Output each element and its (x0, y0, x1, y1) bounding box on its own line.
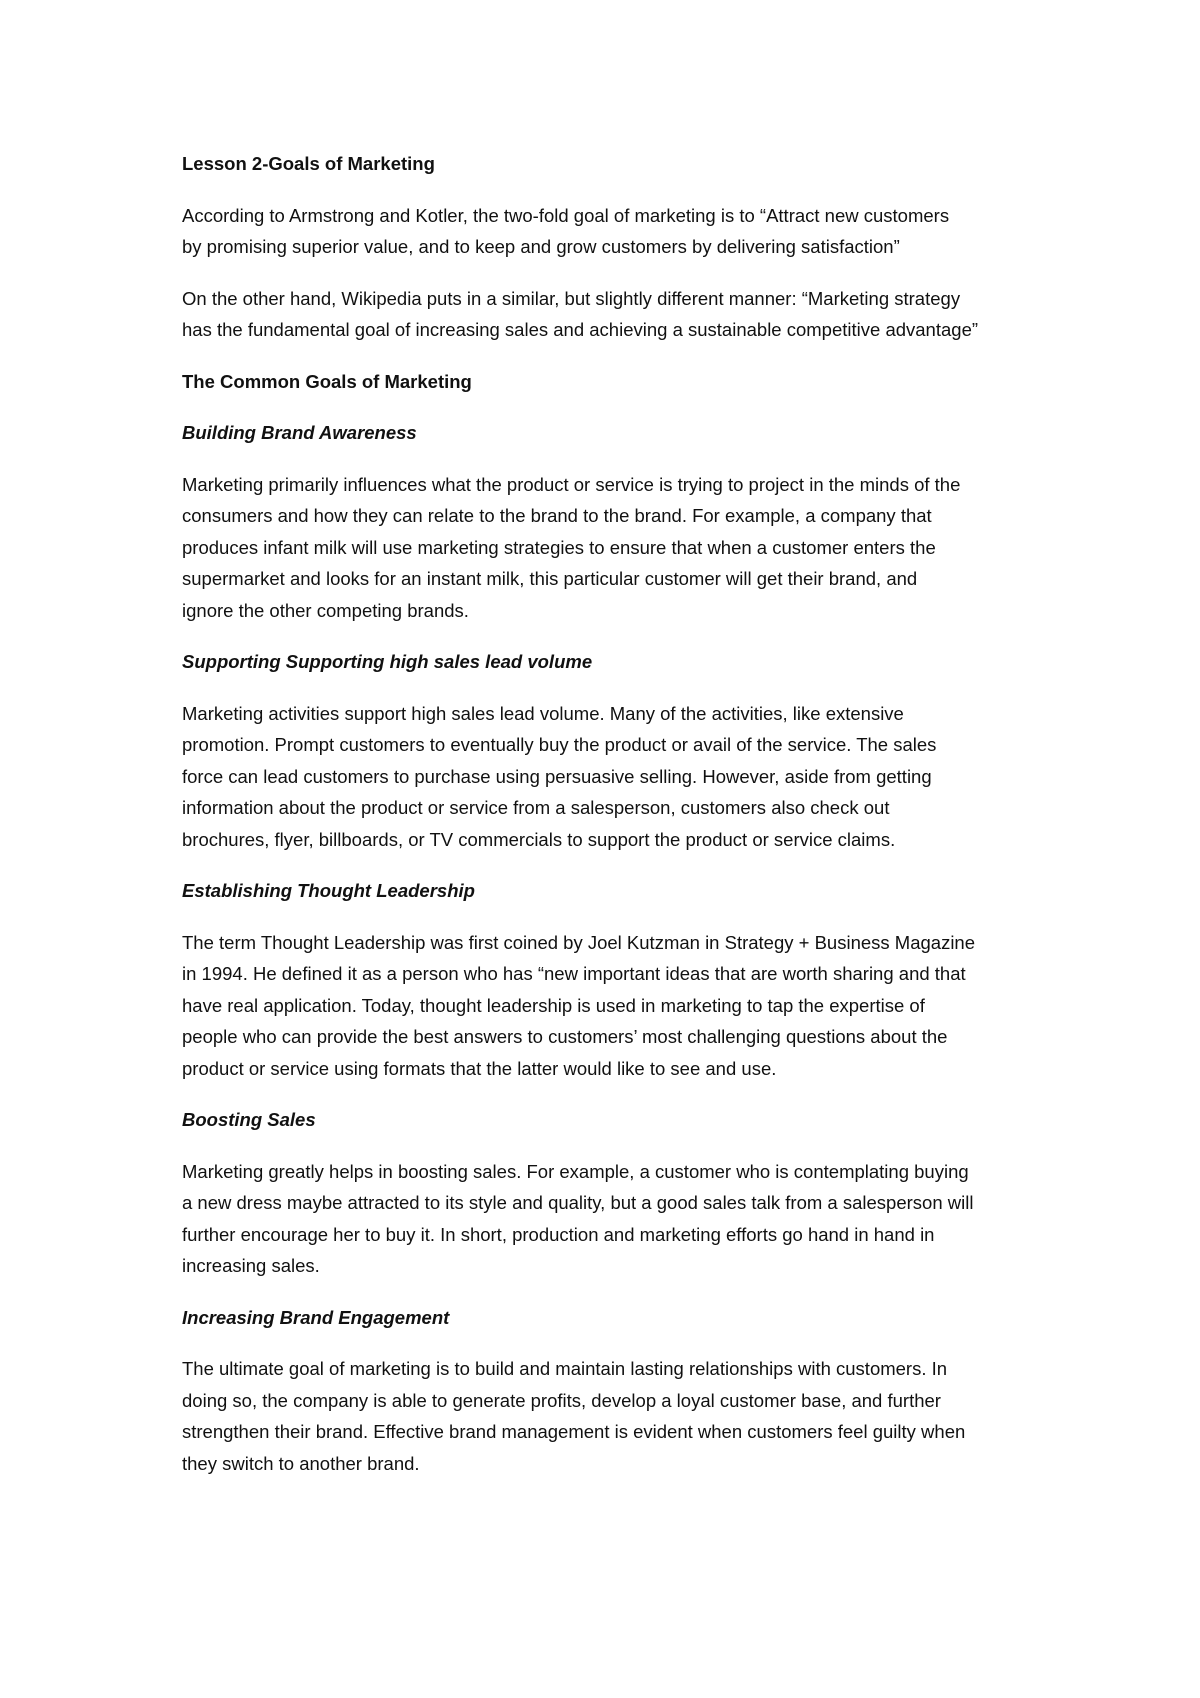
paragraph-line: people who can provide the best answers to customers’ most challenging questions about the (182, 1026, 948, 1047)
section-paragraph-brand-engagement (182, 1353, 1062, 1479)
paragraph-line: increasing sales. (182, 1255, 320, 1276)
paragraph-line: consumers and how they can relate to the brand to the brand. For example, a company that (182, 505, 932, 526)
paragraph-line: by promising superior value, and to keep and grow customers by delivering satisfaction” (182, 236, 900, 257)
common-goals-heading: The Common Goals of Marketing (182, 370, 472, 392)
paragraph-line: produces infant milk will use marketing strategies to ensure that when a customer enters the (182, 536, 936, 558)
paragraph-line: ignore the other competing brands. (182, 599, 469, 621)
paragraph-line: in 1994. He defined it as a person who has “new important ideas that are worth sharing and that (182, 963, 966, 984)
section-heading-boosting-sales: Boosting Sales (182, 1109, 316, 1130)
section-paragraph-boosting-sales (182, 1156, 1062, 1282)
section-paragraph-thought-leadership (182, 927, 1062, 1085)
paragraph-line: On the other hand, Wikipedia puts in a similar, but slightly different manner: “Marketing strategy (182, 287, 961, 309)
paragraph-line: further encourage her to buy it. In short, production and marketing efforts go hand in hand in (182, 1223, 935, 1245)
paragraph-line: force can lead customers to purchase using persuasive selling. However, aside from getting (182, 765, 932, 787)
paragraph-line: brochures, flyer, billboards, or TV commercials to support the product or service claims. (182, 828, 896, 850)
document-body (182, 148, 1062, 1499)
paragraph-line: product or service using formats that the latter would like to see and use. (182, 1057, 777, 1079)
section-paragraph-sales-lead (182, 698, 1062, 856)
wikipedia-paragraph (182, 283, 1062, 346)
paragraph-line: According to Armstrong and Kotler, the two-fold goal of marketing is to “Attract new customers (182, 204, 950, 226)
paragraph-line: has the fundamental goal of increasing sales and achieving a sustainable competitive advantage” (182, 319, 979, 340)
section-heading-brand-awareness: Building Brand Awareness (182, 422, 417, 443)
paragraph-line: strengthen their brand. Effective brand management is evident when customers feel guilty when (182, 1421, 966, 1442)
section-paragraph-brand-awareness (182, 469, 1062, 627)
section-heading-thought-leadership: Establishing Thought Leadership (182, 880, 475, 901)
paragraph-line: Marketing greatly helps in boosting sales. For example, a customer who is contemplating buying (182, 1160, 969, 1182)
paragraph-line: Marketing activities support high sales lead volume. Many of the activities, like extensive (182, 702, 904, 724)
paragraph-line: they switch to another brand. (182, 1452, 420, 1474)
paragraph-line: The term Thought Leadership was first coined by Joel Kutzman in Strategy + Business Magazine (182, 931, 976, 953)
paragraph-line: a new dress maybe attracted to its style and quality, but a good sales talk from a salesperson will (182, 1192, 974, 1213)
paragraph-line: doing so, the company is able to generate profits, develop a loyal customer base, and further (182, 1389, 941, 1411)
paragraph-line: promotion. Prompt customers to eventually buy the product or avail of the service. The sales (182, 734, 937, 755)
paragraph-line: have real application. Today, thought leadership is used in marketing to tap the expertise of (182, 994, 925, 1016)
paragraph-line: supermarket and looks for an instant milk, this particular customer will get their brand, and (182, 568, 918, 589)
intro-paragraph (182, 200, 1062, 263)
section-heading-brand-engagement: Increasing Brand Engagement (182, 1306, 450, 1328)
paragraph-line: Marketing primarily influences what the product or service is trying to project in the minds of the (182, 473, 961, 495)
paragraph-line: The ultimate goal of marketing is to build and maintain lasting relationships with customers. In (182, 1358, 948, 1379)
document-title: Lesson 2-Goals of Marketing (182, 153, 435, 174)
paragraph-line: information about the product or service from a salesperson, customers also check out (182, 797, 890, 818)
section-heading-sales-lead: Supporting Supporting high sales lead volume (182, 651, 593, 672)
